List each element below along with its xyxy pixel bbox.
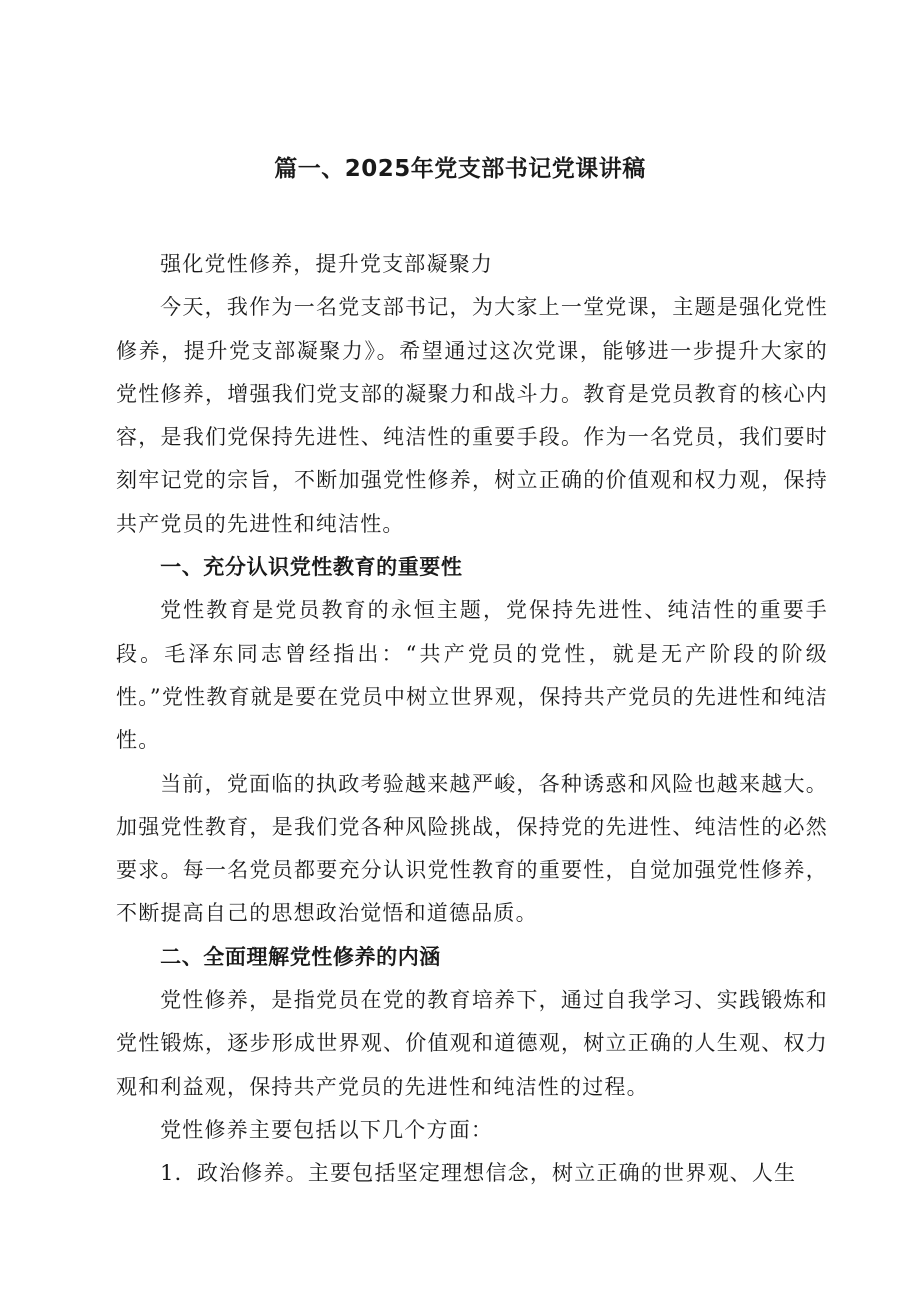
list-item-paragraph: 1．政治修养。主要包括坚定理想信念，树立正确的世界观、人生 (160, 1161, 797, 1186)
body-paragraph: 党性教育是党员教育的永恒主题，党保持先进性、纯洁性的重要手段。毛泽东同志曾经指出：“共产党员的党性，就是无产阶段的阶级性。”党性教育就是要在党员中树立世界观，保持共产党员的先进性和纯洁性。 (116, 598, 828, 753)
section-heading-1: 一、充分认识党性教育的重要性 (160, 555, 463, 580)
section-heading-2: 二、全面理解党性修养的内涵 (160, 944, 441, 969)
body-paragraph: 党性修养主要包括以下几个方面： (160, 1117, 494, 1142)
intro-paragraph: 今天，我作为一名党支部书记，为大家上一堂党课，主题是强化党性修养，提升党支部凝聚力》。希望通过这次党课，能够进一步提升大家的党性修养，增强我们党支部的凝聚力和战斗力。教育是党员教育的核心内容，是我们党保持先进性、纯洁性的重要手段。作为一名党员，我们要时刻牢记党的宗旨，不断加强党性修养，树立正确的价值观和权力观，保持共产党员的先进性和纯洁性。 (116, 295, 828, 536)
body-paragraph: 当前，党面临的执政考验越来越严峻，各种诱惑和风险也越来越大。加强党性教育，是我们党各种风险挑战，保持党的先进性、纯洁性的必然要求。每一名党员都要充分认识党性教育的重要性，自觉加强党性修养，不断提高自己的思想政治觉悟和道德品质。 (116, 771, 828, 926)
document-body (116, 243, 828, 1196)
subtitle-paragraph: 强化党性修养，提升党支部凝聚力 (160, 252, 494, 276)
body-paragraph: 党性修养，是指党员在党的教育培养下，通过自我学习、实践锻炼和党性锻炼，逐步形成世界观、价值观和道德观，树立正确的人生观、权力观和利益观，保持共产党员的先进性和纯洁性的过程。 (116, 988, 828, 1099)
document-title: 篇一、2025年党支部书记党课讲稿 (274, 156, 646, 182)
